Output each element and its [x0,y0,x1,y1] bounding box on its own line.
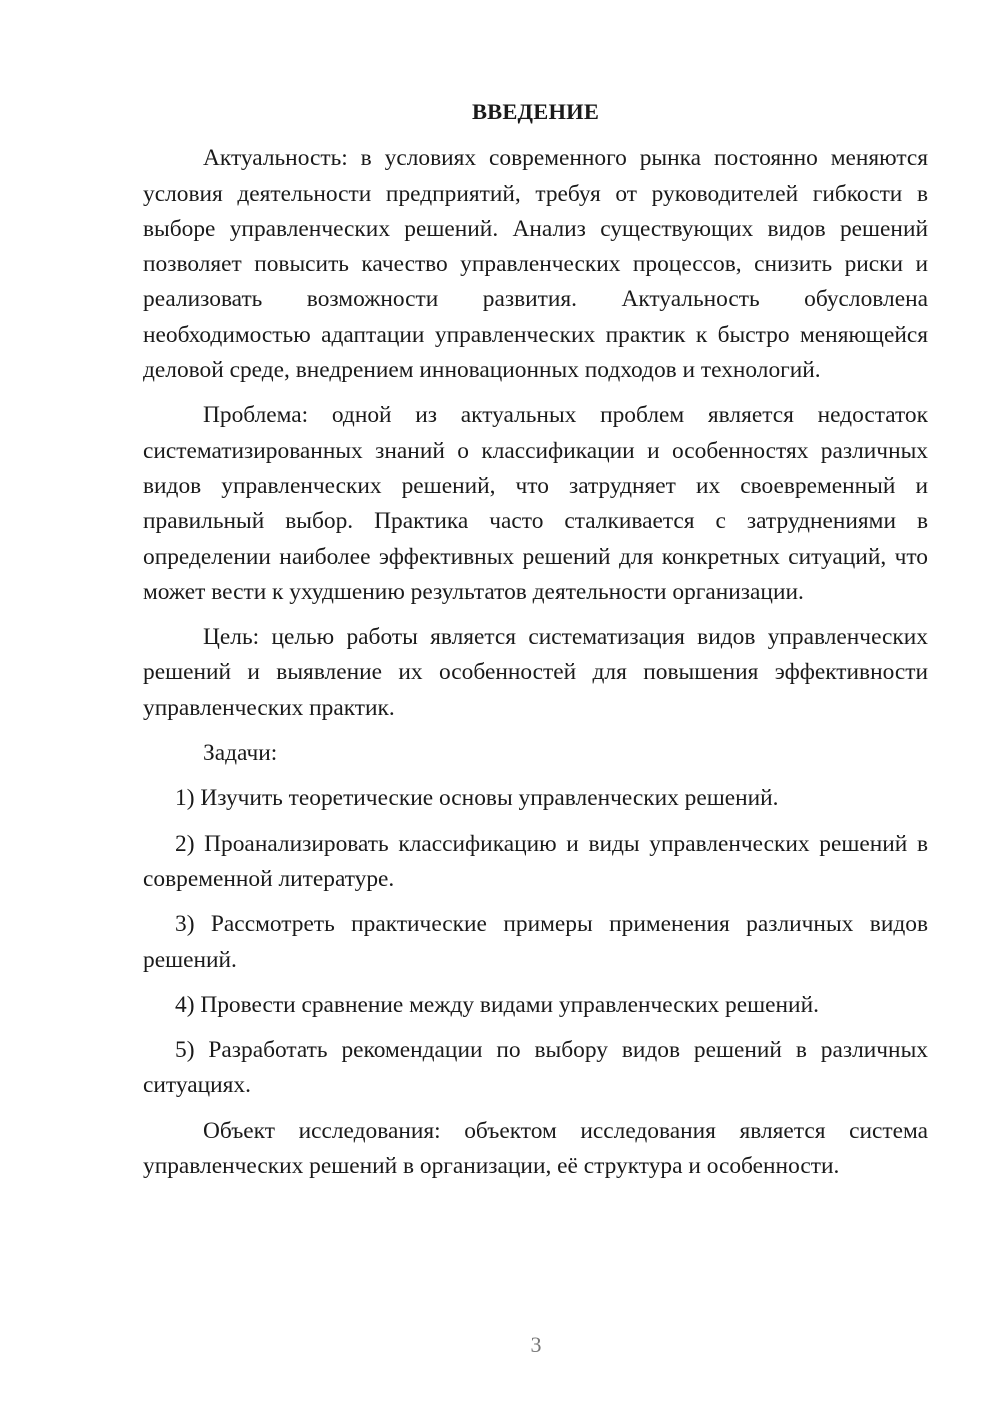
page-content [143,94,928,1194]
paragraph-object: Объект исследования: объектом исследования является система управленческих решений в организации, её структура и особенности. [143,1117,928,1180]
task-item-2: 2) Проанализировать классификацию и виды управленческих решений в современной литературе. [143,830,928,892]
section-title: ВВЕДЕНИЕ [471,99,600,124]
page-number: 3 [530,1332,542,1357]
paragraph-goal: Цель: целью работы является систематизация видов управленческих решений и выявление их особенностей для повышения эффективности управленческих практик. [143,624,928,721]
task-item-1: 1) Изучить теоретические основы управленческих решений. [175,785,779,812]
paragraph-problem: Проблема: одной из актуальных проблем является недостаток систематизированных знаний о классификации и особенностях различных видов управленческих решений, что затрудняет их своевременный и правильный выбор. Практика часто сталкивается с затруднениями в определении наиболее эффективных решений для конкретных ситуаций, что может вести к ухудшению результатов деятельности организации. [143,402,928,605]
task-item-5: 5) Разработать рекомендации по выбору видов решений в различных ситуациях. [143,1037,928,1099]
paragraph-tasks-heading: Задачи: [203,740,278,767]
task-item-3: 3) Рассмотреть практические примеры применения различных видов решений. [143,911,928,973]
task-item-4: 4) Провести сравнение между видами управленческих решений. [175,991,819,1018]
paragraph-relevance: Актуальность: в условиях современного рынка постоянно меняются условия деятельности предприятий, требуя от руководителей гибкости в выборе управленческих решений. Анализ существующих видов решений позволяет повысить качество управленческих процессов, снизить риски и реализовать возможности развития. Актуальность обусловлена необходимостью адаптации управленческих практик к быстро меняющейся деловой среде, внедрением инновационных подходов и технологий. [143,145,928,384]
